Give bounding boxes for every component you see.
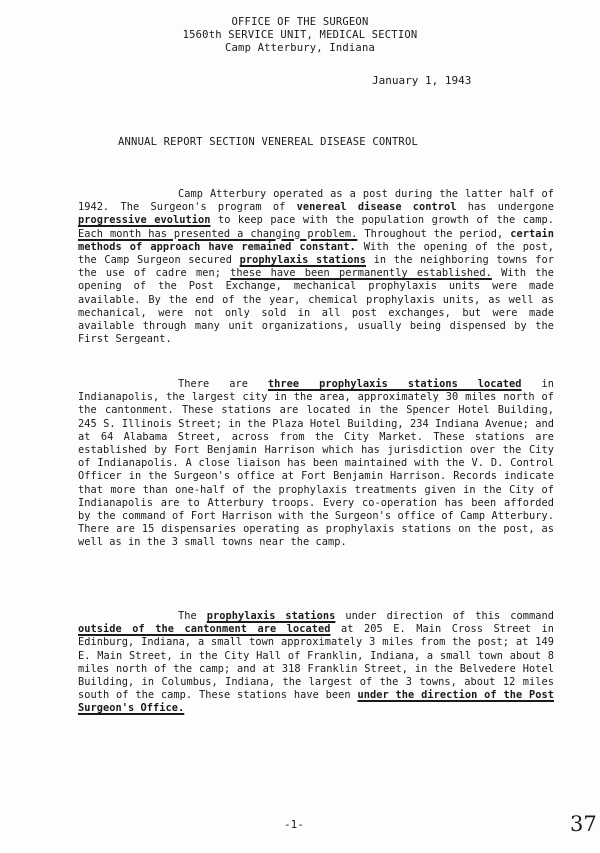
p1-text-1: Camp Atterbury operated as a post during the latter half of 1942. The Surgeon's program of xyxy=(78,188,554,214)
p3-post-surgeon-office: under the direction of the Post Surgeon's Office. xyxy=(78,689,555,715)
p3-text-1: The xyxy=(178,610,207,622)
p1-progressive-evolution: progressive evolution xyxy=(78,214,211,227)
p1-permanently-established: these have been permanently established. xyxy=(230,267,492,280)
report-title: ANNUAL REPORT SECTION VENEREAL DISEASE CONTROL xyxy=(118,136,418,148)
p2-text-3: in Indianapolis, the largest city in the area, approximately 30 miles north of the cantonment. These stations are located in the Spencer Hotel Building, 245 S. Illinois Street; in the Plaza Hotel Building, 234 Indiana Avenue; and at 64 Alabama Street, across from the City Market. These stations are established by Fort Benjamin Harrison which has jurisdiction over the City of Indianapolis. A close liaison has been maintained with the V. D. Control Officer in the Surgeon's office at Fort Benjamin Harrison. Records indicate that more than one-half of the prophylaxis treatments given in the City of Indianapolis are to Atterbury troops. Every co-operation has been afforded by the command of Fort Harrison with the Surgeon's office of Camp Atterbury. There are 15 dispensaries operating as prophylaxis stations on the post, as well as in the 3 small towns near the camp. xyxy=(78,378,554,549)
paragraph-3 xyxy=(78,610,554,716)
p1-text-11: in the neighboring towns for the use of cadre men; xyxy=(78,254,554,280)
p3-outside-cantonment: outside of the cantonment are located xyxy=(78,623,331,636)
letterhead xyxy=(0,16,600,55)
letterhead-unit: 1560th SERVICE UNIT, MEDICAL SECTION xyxy=(182,29,418,41)
paragraph-2 xyxy=(78,378,554,550)
p1-venereal-disease-control: venereal disease control xyxy=(296,201,457,214)
p1-text-3: has undergone xyxy=(456,201,554,214)
stamped-page-number: 37 xyxy=(570,812,597,836)
p1-text-9: With the opening of the post, the Camp Surgeon secured xyxy=(78,240,554,267)
document-date: January 1, 1943 xyxy=(372,74,472,87)
page-number: -1- xyxy=(284,818,304,831)
paragraph-1 xyxy=(78,188,554,346)
p3-text-5: at 205 E. Main Cross Street in Edinburg, Indiana, a small town approximately 3 miles from the post; at 149 E. Main Street, in the City Hall of Franklin, Indiana, a small town about 8 miles north of the camp; and at 318 Franklin Street, in the Belvedere Hotel Building, in Columbus, Indiana, the largest of the 3 towns, about 12 miles south of the camp. These stations have been xyxy=(78,623,554,702)
p1-text-7: Throughout the period, xyxy=(357,227,511,240)
p1-text-13: With the opening of the Post Exchange, mechanical prophylaxis units were made available. By the end of the year, chemical prophylaxis units, as well as mechanical, were not only sold in all post exchanges, but were made available through many unit organizations, usually being dispensed by the First Sergeant. xyxy=(78,267,555,346)
letterhead-location: Camp Atterbury, Indiana xyxy=(225,42,375,54)
p1-certain-methods: certain methods of approach have remained constant. xyxy=(78,227,555,253)
p3-text-3: under direction of this command xyxy=(335,610,554,622)
p1-changing-problem: Each month has presented a changing problem. xyxy=(78,227,358,240)
p2-three-stations-located: three prophylaxis stations located xyxy=(267,378,522,390)
p3-prophylaxis-stations: prophylaxis stations xyxy=(206,610,336,622)
p1-text-5: to keep pace with the population growth of the camp. xyxy=(210,214,554,227)
letterhead-office: OFFICE OF THE SURGEON xyxy=(231,16,369,28)
p1-prophylaxis-stations: prophylaxis stations xyxy=(239,254,366,267)
p2-text-1: There are xyxy=(178,378,268,390)
